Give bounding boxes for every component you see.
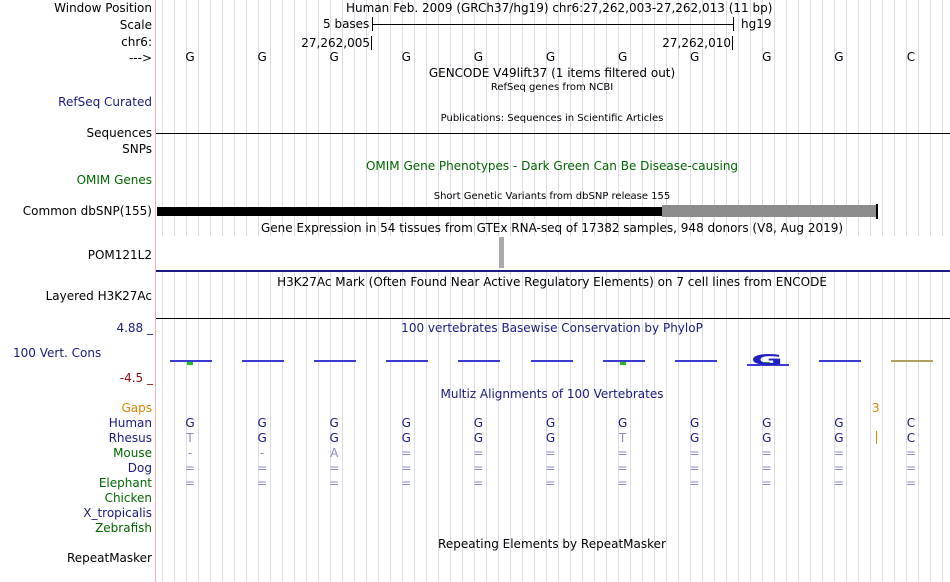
- alignment-base: G: [834, 431, 844, 445]
- grid-line: [846, 0, 847, 582]
- alignment-base: G: [762, 431, 772, 445]
- gtex-expression-bar[interactable]: [499, 237, 504, 268]
- alignment-base: =: [184, 461, 196, 475]
- omim-title[interactable]: OMIM Gene Phenotypes - Dark Green Can Be Disease-causing: [365, 159, 739, 173]
- publications-title[interactable]: Publications: Sequences in Scientific Articles: [440, 113, 664, 124]
- phylop-title[interactable]: 100 vertebrates Basewise Conservation by PhyloP: [401, 321, 703, 335]
- species-label[interactable]: Dog: [127, 461, 152, 475]
- alignment-base: T: [618, 431, 627, 445]
- phylop-green-mark: [187, 362, 193, 365]
- grid-line: [378, 0, 379, 582]
- grid-line: [198, 0, 199, 582]
- phylop-mark: [242, 360, 284, 362]
- grid-line: [366, 0, 367, 582]
- grid-line: [942, 0, 943, 582]
- grid-line: [246, 0, 247, 582]
- alignment-base: =: [257, 461, 268, 475]
- phylop-green-mark: [620, 362, 626, 365]
- h3k27ac-divider: [156, 318, 950, 319]
- sequence-base: G: [617, 50, 628, 64]
- alignment-base: C: [906, 431, 916, 445]
- alignment-base: =: [617, 446, 628, 460]
- alignment-base: =: [473, 476, 484, 490]
- sequences-divider: [156, 133, 950, 134]
- sequence-base: C: [906, 50, 916, 64]
- gtex-gene-label[interactable]: POM121L2: [87, 248, 152, 262]
- sequence-base: G: [762, 50, 772, 64]
- alignment-base: G: [690, 416, 700, 430]
- chrom-label: chr6:: [121, 35, 152, 49]
- species-label[interactable]: Human: [108, 416, 152, 430]
- phylop-mark: [386, 360, 428, 362]
- alignment-base: =: [833, 461, 844, 475]
- alignment-base: =: [329, 476, 340, 490]
- species-label[interactable]: Zebrafish: [95, 521, 152, 535]
- grid-line: [486, 0, 487, 582]
- grid-line: [294, 0, 295, 582]
- grid-line: [642, 0, 643, 582]
- alignment-base: =: [833, 476, 844, 490]
- phylop-mark: [819, 360, 861, 362]
- grid-line: [906, 0, 907, 582]
- grid-line: [726, 0, 727, 582]
- grid-line: [750, 0, 751, 582]
- grid-line: [870, 0, 871, 582]
- alignment-base: =: [257, 476, 268, 490]
- grid-line: [882, 0, 883, 582]
- species-label[interactable]: Elephant: [98, 476, 152, 490]
- gencode-title[interactable]: GENCODE V49lift37 (1 items filtered out): [428, 66, 676, 80]
- grid-line: [426, 0, 427, 582]
- grid-line: [342, 0, 343, 582]
- grid-line: [402, 0, 403, 582]
- strand-label: --->: [128, 51, 152, 65]
- snps-label[interactable]: SNPs: [122, 142, 152, 156]
- grid-line: [774, 0, 775, 582]
- alignment-base: G: [185, 416, 195, 430]
- grid-line: [918, 0, 919, 582]
- dbsnp-bar-end: [876, 204, 878, 219]
- grid-line: [798, 0, 799, 582]
- scale-bar: [372, 24, 734, 25]
- grid-line: [258, 0, 259, 582]
- alignment-base: =: [689, 461, 700, 475]
- grid-line: [306, 0, 307, 582]
- alignment-base: =: [473, 446, 484, 460]
- alignment-base: -: [187, 446, 193, 460]
- alignment-base: =: [905, 446, 917, 460]
- grid-line: [618, 0, 619, 582]
- alignment-base: =: [617, 476, 628, 490]
- grid-line: [186, 0, 187, 582]
- alignment-base: =: [545, 446, 556, 460]
- grid-line: [822, 0, 823, 582]
- alignment-base: =: [689, 476, 700, 490]
- grid-line: [282, 0, 283, 582]
- alignment-base: G: [545, 416, 556, 430]
- phylop-mark: [458, 360, 500, 362]
- alignment-base: G: [545, 431, 556, 445]
- grid-line: [702, 0, 703, 582]
- grid-line: [654, 0, 655, 582]
- species-label[interactable]: Chicken: [104, 491, 152, 505]
- alignment-base: =: [905, 461, 917, 475]
- phylop-min: -4.5 _: [119, 371, 153, 385]
- sequence-base: G: [257, 50, 267, 64]
- alignment-base: =: [329, 461, 340, 475]
- grid-line: [690, 0, 691, 582]
- alignment-base: G: [690, 431, 700, 445]
- repeatmasker-label[interactable]: RepeatMasker: [66, 551, 152, 565]
- alignment-base: G: [834, 416, 844, 430]
- sequence-base: G: [834, 50, 844, 64]
- label-separator: [155, 0, 156, 582]
- grid-line: [390, 0, 391, 582]
- alignment-base: =: [905, 476, 917, 490]
- sequence-base: G: [329, 50, 339, 64]
- grid-line: [894, 0, 895, 582]
- alignment-base: =: [833, 446, 844, 460]
- alignment-base: T: [186, 431, 194, 445]
- alignment-base: G: [257, 431, 267, 445]
- alignment-base: =: [617, 461, 628, 475]
- alignment-base: =: [761, 476, 772, 490]
- alignment-base: =: [401, 476, 412, 490]
- grid-line: [162, 0, 163, 582]
- grid-line: [414, 0, 415, 582]
- grid-line: [834, 0, 835, 582]
- species-label[interactable]: Rhesus: [108, 431, 152, 445]
- phylop-mark: [891, 360, 933, 362]
- grid-line: [714, 0, 715, 582]
- rhesus-insert-mark: [876, 431, 877, 444]
- scale-db: hg19: [741, 17, 772, 31]
- alignment-base: C: [906, 416, 916, 430]
- grid-line: [858, 0, 859, 582]
- dbsnp-title[interactable]: Short Genetic Variants from dbSNP release 155: [433, 191, 671, 202]
- multiz-title[interactable]: Multiz Alignments of 100 Vertebrates: [440, 387, 664, 401]
- grid-line: [810, 0, 811, 582]
- alignment-base: G: [401, 431, 411, 445]
- alignment-base: =: [545, 461, 556, 475]
- species-label[interactable]: X_tropicalis: [83, 506, 152, 520]
- grid-line: [678, 0, 679, 582]
- grid-line: [234, 0, 235, 582]
- grid-line: [930, 0, 931, 582]
- scale-bar-right-tick: [733, 17, 734, 31]
- grid-line: [222, 0, 223, 582]
- phylop-max: 4.88 _: [116, 321, 153, 335]
- grid-line: [330, 0, 331, 582]
- scale-bar-left-tick: [372, 17, 373, 31]
- grid-line: [450, 0, 451, 582]
- sequence-base: G: [401, 50, 411, 64]
- alignment-base: G: [473, 416, 484, 430]
- alignment-base: G: [329, 431, 339, 445]
- gaps-value: 3: [872, 401, 880, 415]
- grid-line: [786, 0, 787, 582]
- alignment-base: A: [330, 446, 339, 460]
- grid-line: [270, 0, 271, 582]
- species-label[interactable]: Mouse: [113, 446, 152, 460]
- sequences-label[interactable]: Sequences: [86, 126, 152, 140]
- window-position-value: Human Feb. 2009 (GRCh37/hg19) chr6:27,262,003-27,262,013 (11 bp): [346, 1, 773, 15]
- grid-line: [738, 0, 739, 582]
- grid-line: [438, 0, 439, 582]
- alignment-base: =: [761, 446, 772, 460]
- alignment-base: G: [257, 416, 267, 430]
- gaps-label: Gaps: [121, 401, 152, 415]
- scale-label: Scale: [119, 18, 152, 32]
- alignment-base: G: [762, 416, 772, 430]
- alignment-base: G: [473, 431, 484, 445]
- sequence-base: G: [473, 50, 484, 64]
- phylop-label[interactable]: 100 Vert. Cons: [13, 346, 102, 360]
- grid-line: [318, 0, 319, 582]
- grid-line: [666, 0, 667, 582]
- grid-line: [630, 0, 631, 582]
- alignment-base: =: [689, 446, 700, 460]
- gtex-track-area: [156, 236, 950, 270]
- sequence-base: G: [545, 50, 556, 64]
- scale-text: 5 bases: [323, 17, 370, 31]
- grid-line: [762, 0, 763, 582]
- coord-2: 27,262,010: [662, 36, 731, 50]
- phylop-mark: [314, 360, 356, 362]
- coord-1: 27,262,005: [301, 36, 370, 50]
- alignment-base: =: [761, 461, 772, 475]
- alignment-base: G: [617, 416, 628, 430]
- phylop-mark: [531, 360, 573, 362]
- refseq-curated-label[interactable]: RefSeq Curated: [58, 95, 152, 109]
- refseq-subtitle: RefSeq genes from NCBI: [490, 82, 614, 93]
- alignment-base: G: [329, 416, 339, 430]
- repeat-title[interactable]: Repeating Elements by RepeatMasker: [438, 537, 666, 551]
- layered-h3k27ac-label[interactable]: Layered H3K27Ac: [45, 289, 152, 303]
- grid-line: [474, 0, 475, 582]
- gtex-title[interactable]: Gene Expression in 54 tissues from GTEx RNA-seq of 17382 samples, 948 donors (V8, Aug 2019): [260, 221, 844, 235]
- window-position-label: Window Position: [54, 1, 152, 15]
- common-dbsnp-label[interactable]: Common dbSNP(155): [22, 204, 152, 218]
- sequence-base: G: [185, 50, 195, 64]
- phylop-mark: [675, 360, 717, 362]
- alignment-base: =: [473, 461, 484, 475]
- grid-line: [462, 0, 463, 582]
- alignment-base: =: [545, 476, 556, 490]
- alignment-base: -: [259, 446, 265, 460]
- coord-1-tick: [371, 36, 372, 50]
- alignment-base: =: [401, 461, 412, 475]
- grid-line: [174, 0, 175, 582]
- grid-line: [354, 0, 355, 582]
- h3k27ac-title[interactable]: H3K27Ac Mark (Often Found Near Active Regulatory Elements) on 7 cell lines from ENCODE: [277, 275, 827, 289]
- alignment-base: =: [184, 476, 196, 490]
- grid-line: [210, 0, 211, 582]
- phylop-logo-mark: G: [750, 351, 783, 369]
- omim-genes-label[interactable]: OMIM Genes: [76, 173, 152, 187]
- coord-2-tick: [732, 36, 733, 50]
- sequence-base: G: [690, 50, 700, 64]
- alignment-base: G: [401, 416, 411, 430]
- dbsnp-gray-bar[interactable]: [662, 205, 877, 217]
- gtex-divider: [156, 270, 950, 272]
- alignment-base: =: [401, 446, 412, 460]
